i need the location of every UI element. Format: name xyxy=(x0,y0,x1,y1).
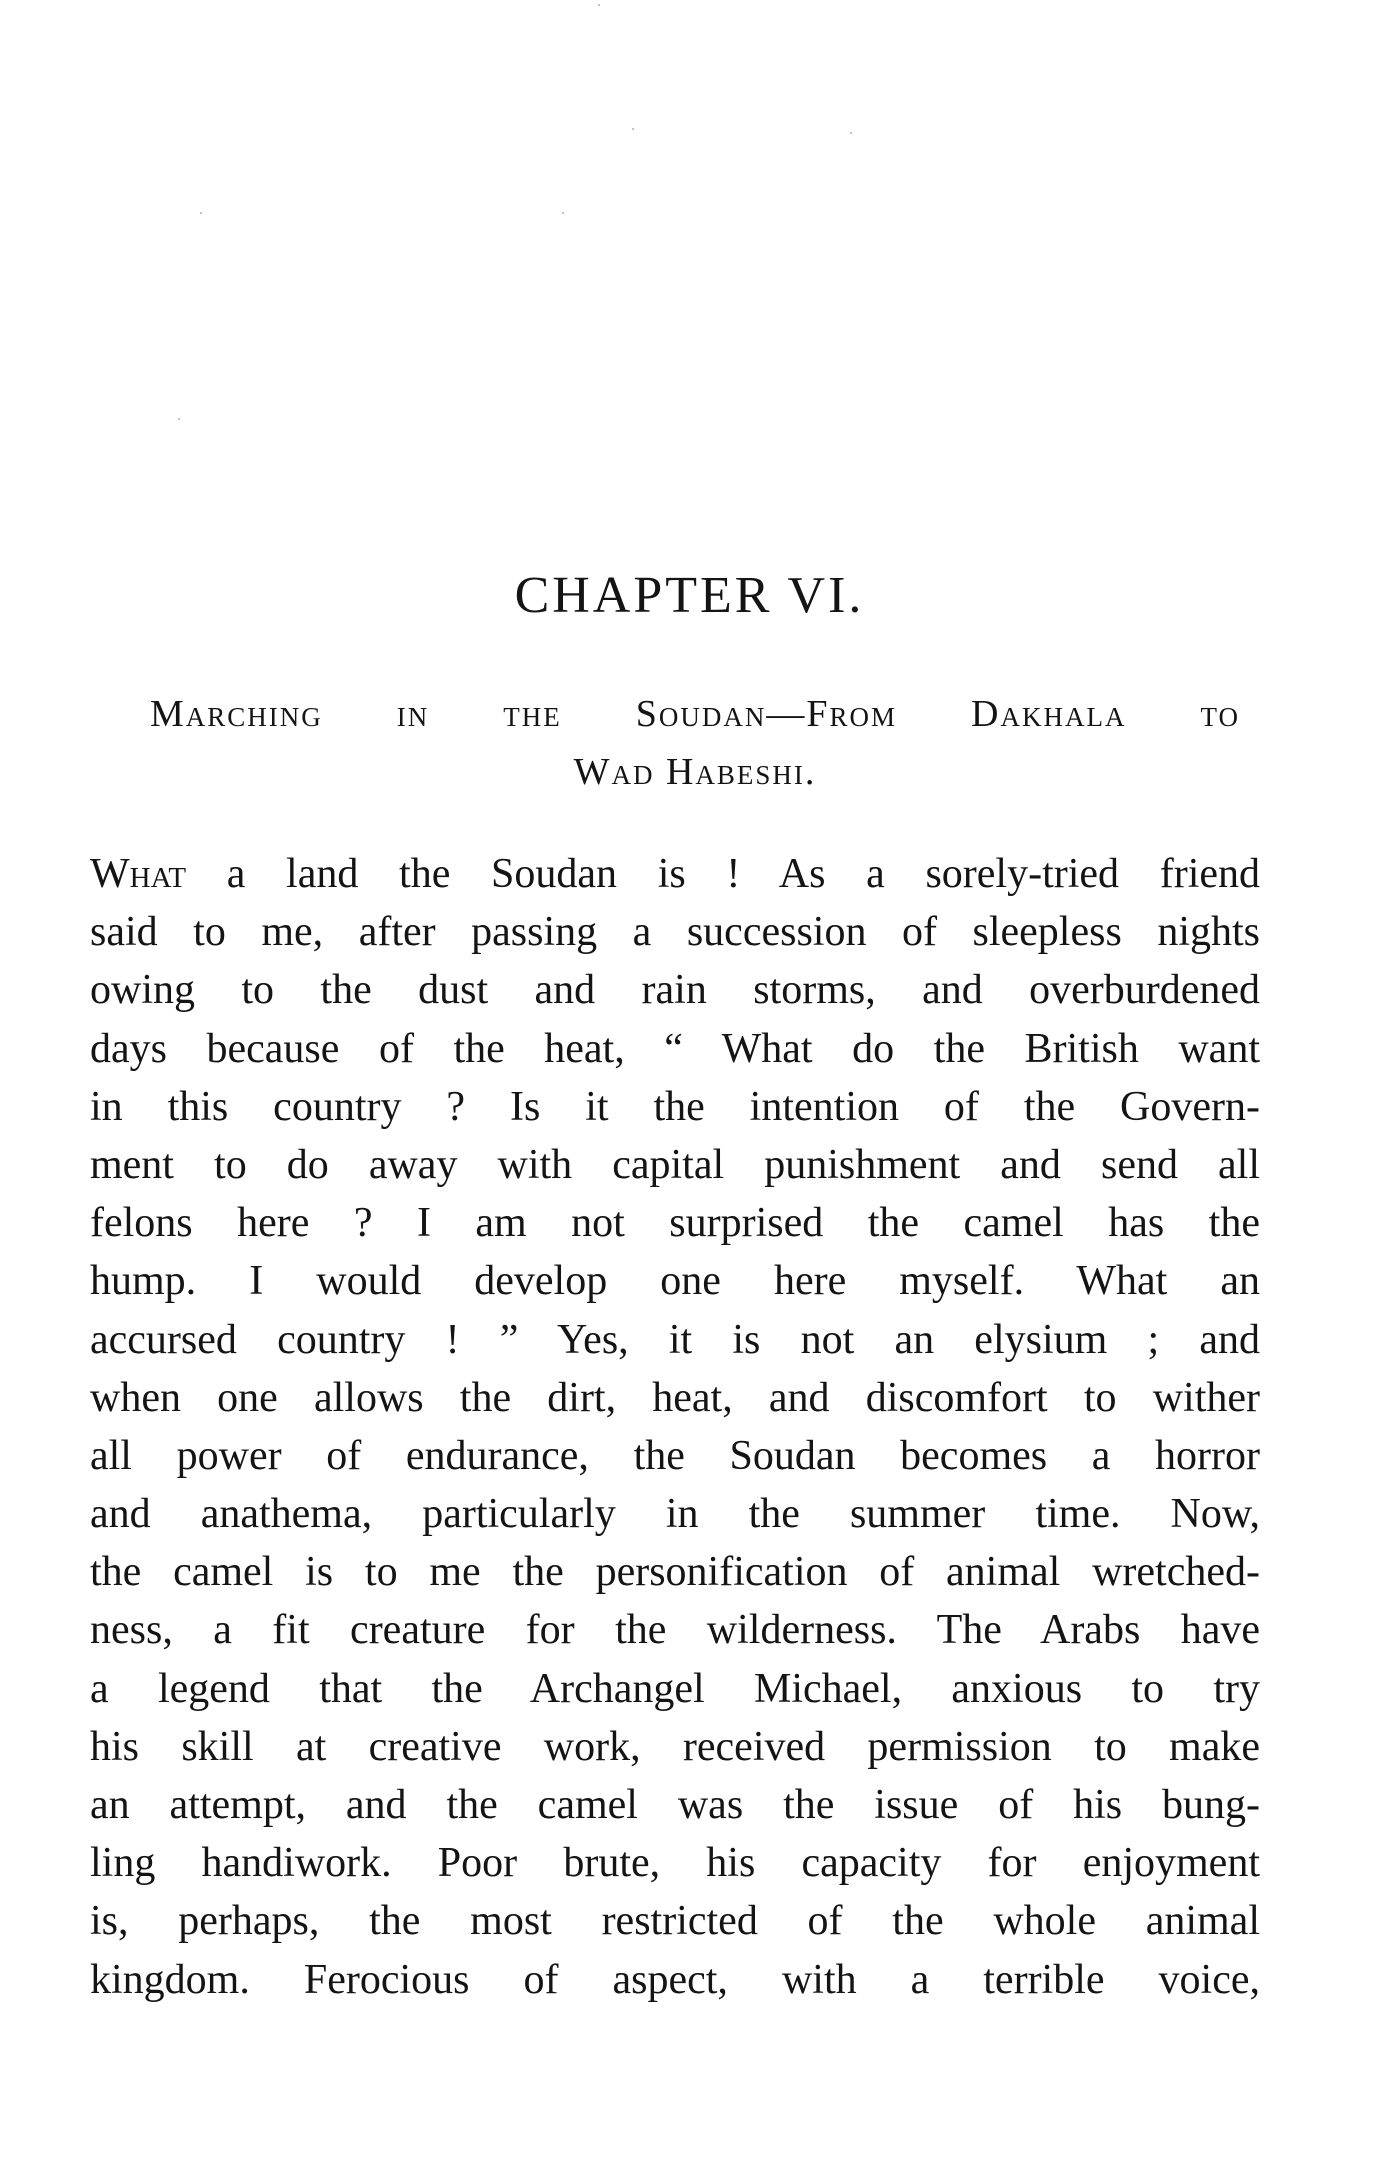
text-line: ment to do away with capital punishment and send all xyxy=(90,1141,1260,1188)
chapter-title: CHAPTER VI. xyxy=(514,567,865,624)
text-line-content: a land the Soudan is ! As a sorely-tried friend xyxy=(186,851,1260,897)
text-line: all power of endurance, the Soudan becomes a horror xyxy=(90,1432,1260,1479)
text-line: the camel is to me the personification of animal wretched- xyxy=(90,1549,1260,1596)
body-paragraph xyxy=(90,845,1260,2009)
text-line: felons here ? I am not surprised the camel has the xyxy=(90,1200,1260,1247)
lead-in-word: What xyxy=(90,851,187,897)
text-line: ness, a fit creature for the wilderness. The Arabs have xyxy=(90,1607,1260,1654)
text-line: an attempt, and the camel was the issue of his bung- xyxy=(90,1782,1260,1828)
chapter-subtitle-line: Wad Habeshi. xyxy=(573,751,817,793)
text-line: and anathema, particularly in the summer time. Now, xyxy=(90,1491,1260,1538)
text-line: is, perhaps, the most restricted of the whole animal xyxy=(90,1898,1260,1945)
text-line: kingdom. Ferocious of aspect, with a terrible voice, xyxy=(90,1956,1260,2003)
text-line: ling handiwork. Poor brute, his capacity for enjoyment xyxy=(90,1840,1260,1887)
text-line: days because of the heat, “ What do the British want xyxy=(90,1025,1260,1072)
text-line: in this country ? Is it the intention of the Govern- xyxy=(90,1083,1260,1130)
chapter-subtitle-line: Marching in the Soudan—From Dakhala to xyxy=(150,693,1240,735)
text-line: hump. I would develop one here myself. What an xyxy=(90,1258,1260,1305)
text-line: owing to the dust and rain storms, and overburdened xyxy=(90,967,1260,1014)
text-line: said to me, after passing a succession of sleepless nights xyxy=(90,909,1260,956)
text-line: accursed country ! ” Yes, it is not an elysium ; and xyxy=(90,1316,1260,1363)
text-line: his skill at creative work, received permission to make xyxy=(90,1723,1260,1770)
chapter-subtitle xyxy=(150,685,1240,801)
text-line: when one allows the dirt, heat, and discomfort to wither xyxy=(90,1374,1260,1421)
text-line: a legend that the Archangel Michael, anxious to try xyxy=(90,1665,1260,1712)
text-line xyxy=(90,845,1260,903)
